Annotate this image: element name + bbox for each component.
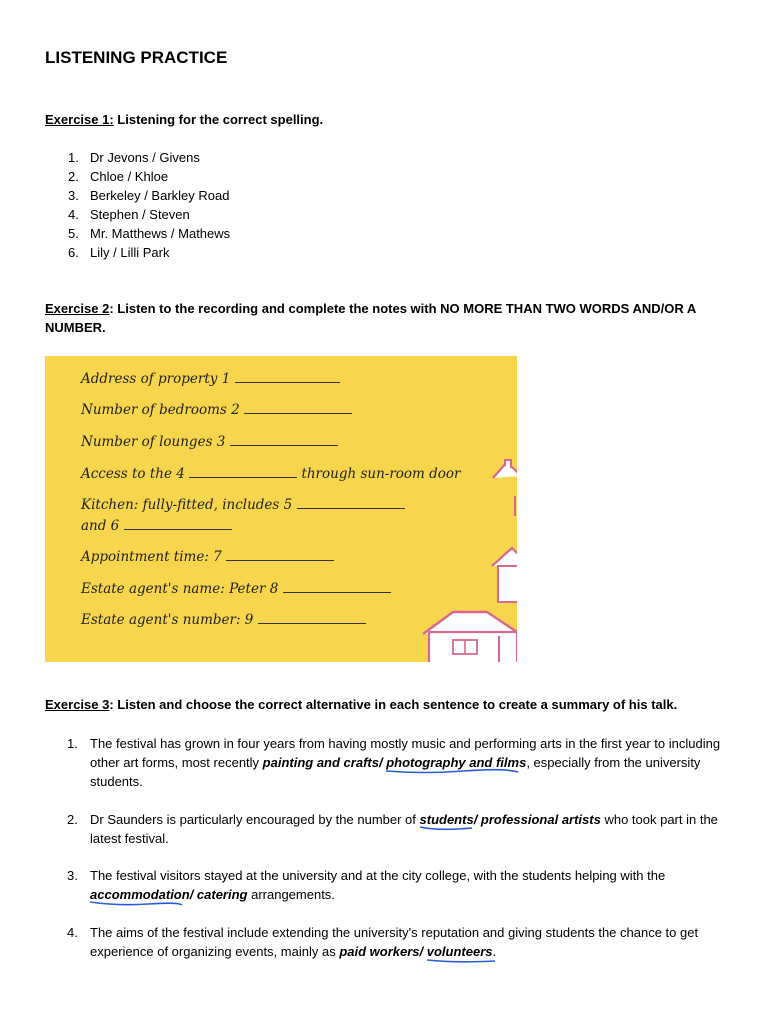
handwritten-underline — [425, 956, 497, 964]
list-item: 2. Dr Saunders is particularly encouraged by the number of students / professional artists who took part in the latest festival. — [67, 812, 718, 846]
answer-blank — [297, 496, 405, 509]
answer-blank — [226, 548, 334, 561]
option-b-annotated: photography and films — [386, 755, 526, 770]
exercise-3-instruction: : Listen and choose the correct alternative in each sentence to create a summary of his talk. — [109, 697, 678, 712]
list-item: 2. Chloe / Khloe — [68, 169, 169, 184]
list-item: 1. The festival has grown in four years from having mostly music and performing arts in the first year to including other art forms, most recently painting and crafts/ photography and films , especially from the university students. — [67, 736, 721, 789]
option-a: painting and crafts/ — [262, 755, 387, 770]
exercise-2-instruction: : Listen to the recording and complete the notes with NO MORE THAN TWO WORDS AND/OR A NUMBER. — [45, 301, 696, 335]
note-line: Kitchen: fully-fitted, includes 5 — [81, 496, 405, 513]
small-house-icon — [485, 456, 517, 526]
page-title: LISTENING PRACTICE — [45, 48, 228, 67]
exercise-1-instruction: Listening for the correct spelling. — [113, 112, 324, 127]
answer-blank — [283, 580, 391, 593]
handwritten-underline — [88, 899, 184, 907]
notes-card — [45, 356, 517, 662]
list-item: 4. Stephen / Steven — [68, 207, 190, 222]
answer-blank — [230, 433, 338, 446]
note-line: and 6 — [81, 517, 232, 534]
exercise-2-label: Exercise 2 — [45, 301, 110, 316]
option-a: paid workers/ — [339, 944, 427, 959]
answer-blank — [244, 401, 352, 414]
exercise-1-list — [68, 148, 230, 262]
answer-blank — [258, 611, 366, 624]
handwritten-underline — [418, 824, 474, 832]
note-line: Appointment time: 7 — [81, 548, 334, 565]
option-b: / catering — [189, 887, 248, 902]
note-line: Estate agent's name: Peter 8 — [81, 580, 391, 597]
exercise-3-heading — [45, 695, 735, 714]
note-line: Estate agent's number: 9 — [81, 611, 366, 628]
note-line: Number of lounges 3 — [81, 433, 338, 450]
note-line: Number of bedrooms 2 — [81, 401, 352, 418]
option-a-annotated: accommodation — [90, 887, 190, 902]
exercise-2-heading — [45, 299, 725, 337]
answer-blank — [189, 465, 297, 478]
list-item: 4. The aims of the festival include extending the university's reputation and giving students the chance to get experience of organizing events, mainly as paid workers/ volunteers . — [67, 923, 727, 961]
list-item: 1. Dr Jevons / Givens — [68, 150, 200, 165]
answer-blank — [124, 517, 232, 530]
note-line: Access to the 4 through sun-room door — [81, 466, 461, 482]
note-line: Address of property 1 — [81, 370, 340, 387]
house-icon — [490, 546, 517, 606]
list-item: 6. Lily / Lilli Park — [68, 245, 170, 260]
handwritten-underline — [384, 767, 520, 775]
cottage-icon — [417, 606, 517, 662]
option-a-annotated: students — [420, 812, 474, 827]
list-item: 3. The festival visitors stayed at the university and at the city college, with the students helping with the accommodation / catering arrangements. — [67, 866, 727, 904]
list-item: 5. Mr. Matthews / Mathews — [68, 226, 231, 241]
list-item: 3. Berkeley / Barkley Road — [68, 188, 230, 203]
option-b-annotated: volunteers — [427, 944, 493, 959]
option-b: / professional artists — [473, 812, 601, 827]
exercise-1-label: Exercise 1: — [45, 112, 114, 127]
exercise-3-label: Exercise 3 — [45, 697, 110, 712]
answer-blank — [235, 370, 340, 383]
exercise-1-heading — [45, 110, 323, 129]
